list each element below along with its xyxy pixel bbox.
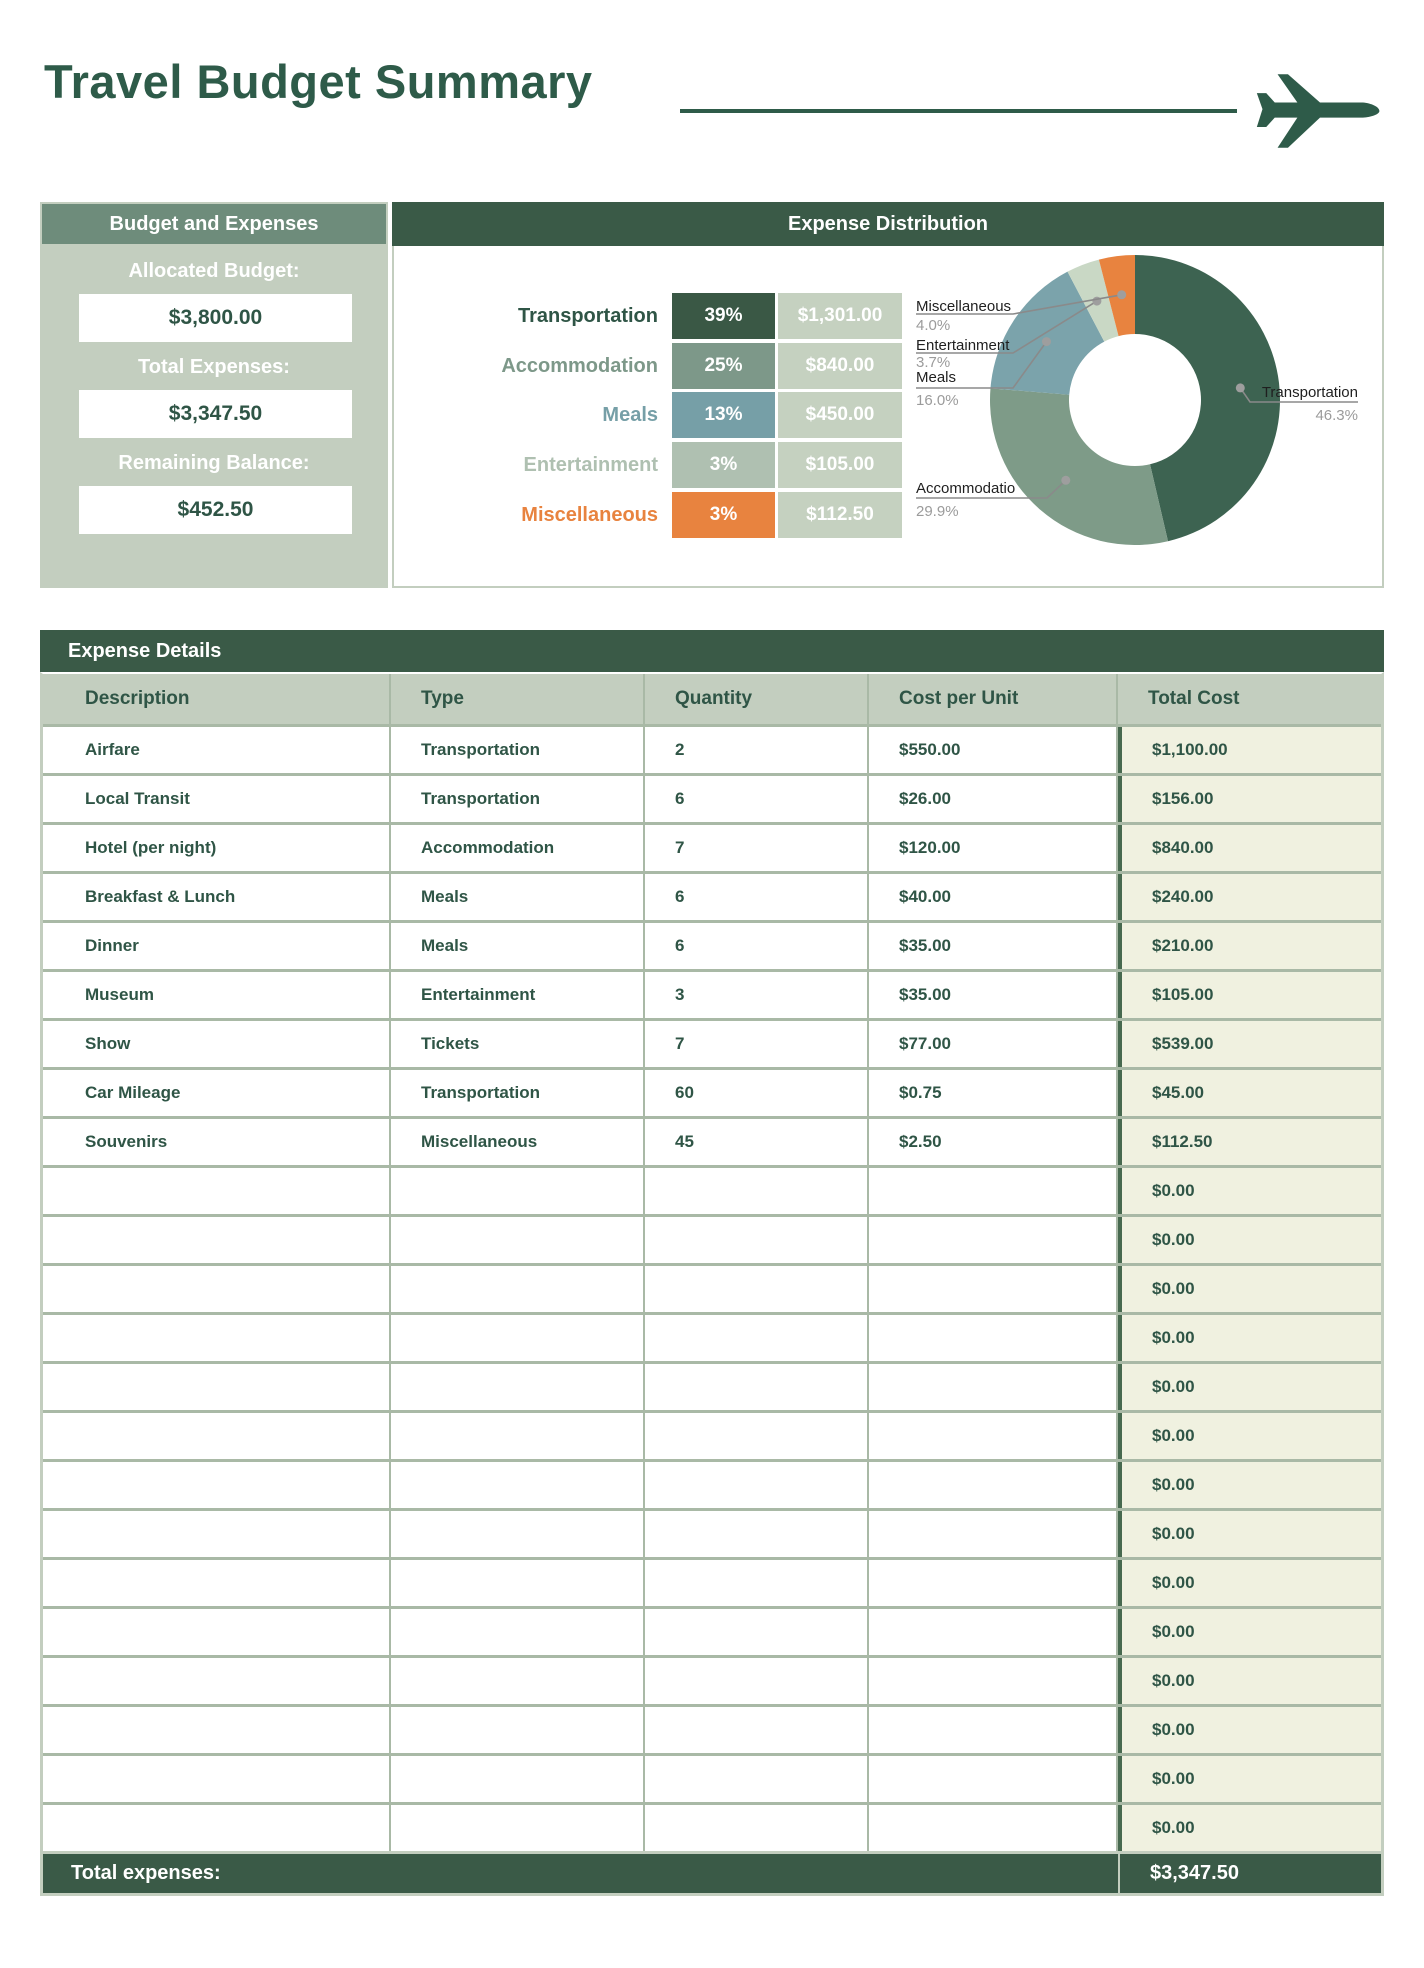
distribution-percent-chip: 25% <box>672 343 775 389</box>
empty-cell-total-cost[interactable]: $0.00 <box>1118 1413 1381 1459</box>
empty-cell-total-cost[interactable]: $0.00 <box>1118 1756 1381 1802</box>
cell-quantity[interactable]: 7 <box>645 825 867 871</box>
distribution-percent-chip: 3% <box>672 492 775 538</box>
empty-cell-quantity[interactable] <box>645 1511 867 1557</box>
cell-cost-per-unit[interactable]: $550.00 <box>869 727 1116 773</box>
empty-cell-total-cost[interactable]: $0.00 <box>1118 1511 1381 1557</box>
cell-cost-per-unit[interactable]: $35.00 <box>869 972 1116 1018</box>
empty-cell-total-cost[interactable]: $0.00 <box>1118 1217 1381 1263</box>
distribution-amount-cell: $840.00 <box>778 343 902 389</box>
empty-cell-type[interactable] <box>391 1266 643 1312</box>
cell-total-cost[interactable]: $45.00 <box>1118 1070 1381 1116</box>
empty-cell-description[interactable] <box>43 1462 389 1508</box>
distribution-category-label: Meals <box>602 404 658 426</box>
empty-cell-type[interactable] <box>391 1805 643 1851</box>
empty-cell-type[interactable] <box>391 1217 643 1263</box>
empty-cell-type[interactable] <box>391 1462 643 1508</box>
distribution-percent-chip: 13% <box>672 392 775 438</box>
budget-field-label: Remaining Balance: <box>118 452 310 474</box>
cell-cost-per-unit[interactable]: $26.00 <box>869 776 1116 822</box>
pie-label-name: Transportation <box>1261 384 1358 401</box>
empty-cell-cost-per-unit[interactable] <box>869 1805 1116 1851</box>
pie-label-percent: 29.9% <box>916 503 959 520</box>
cell-cost-per-unit[interactable]: $2.50 <box>869 1119 1116 1165</box>
budget-field-label: Total Expenses: <box>138 356 290 378</box>
table-footer <box>40 1854 1384 1896</box>
empty-cell-cost-per-unit[interactable] <box>869 1413 1116 1459</box>
cell-total-cost[interactable]: $240.00 <box>1118 874 1381 920</box>
distribution-category-label: Entertainment <box>523 454 658 476</box>
empty-cell-quantity[interactable] <box>645 1658 867 1704</box>
pie-label-percent: 16.0% <box>916 392 959 409</box>
cell-type[interactable]: Transportation <box>391 776 643 822</box>
distribution-percent-chip: 39% <box>672 293 775 339</box>
cell-type[interactable]: Tickets <box>391 1021 643 1067</box>
distribution-amount-cell: $1,301.00 <box>778 293 902 339</box>
cell-description[interactable]: Breakfast & Lunch <box>43 874 389 920</box>
cell-total-cost[interactable]: $539.00 <box>1118 1021 1381 1067</box>
empty-cell-quantity[interactable] <box>645 1315 867 1361</box>
pie-label-percent: 3.7% <box>916 354 951 371</box>
cell-cost-per-unit[interactable]: $40.00 <box>869 874 1116 920</box>
expense-details-title: Expense Details <box>40 630 1384 672</box>
cell-description[interactable]: Hotel (per night) <box>43 825 389 871</box>
budget-field-label: Allocated Budget: <box>128 260 300 282</box>
empty-cell-cost-per-unit[interactable] <box>869 1364 1116 1410</box>
pie-leader-dot <box>1061 476 1070 485</box>
cell-total-cost[interactable]: $840.00 <box>1118 825 1381 871</box>
empty-cell-cost-per-unit[interactable] <box>869 1217 1116 1263</box>
distribution-category-label: Accommodation <box>501 355 658 377</box>
empty-cell-type[interactable] <box>391 1364 643 1410</box>
empty-cell-description[interactable] <box>43 1805 389 1851</box>
distribution-amount-cell: $450.00 <box>778 392 902 438</box>
empty-cell-type[interactable] <box>391 1315 643 1361</box>
empty-cell-type[interactable] <box>391 1511 643 1557</box>
empty-cell-type[interactable] <box>391 1658 643 1704</box>
empty-cell-description[interactable] <box>43 1560 389 1606</box>
empty-cell-description[interactable] <box>43 1609 389 1655</box>
distribution-percent-chip: 3% <box>672 442 775 488</box>
empty-cell-quantity[interactable] <box>645 1609 867 1655</box>
pie-leader-dot <box>1042 337 1051 346</box>
empty-cell-cost-per-unit[interactable] <box>869 1707 1116 1753</box>
empty-cell-quantity[interactable] <box>645 1217 867 1263</box>
empty-cell-quantity[interactable] <box>645 1756 867 1802</box>
empty-cell-type[interactable] <box>391 1413 643 1459</box>
cell-quantity[interactable]: 60 <box>645 1070 867 1116</box>
pie-label-percent: 46.3% <box>1315 407 1358 424</box>
empty-cell-description[interactable] <box>43 1511 389 1557</box>
cell-description[interactable]: Airfare <box>43 727 389 773</box>
empty-cell-description[interactable] <box>43 1413 389 1459</box>
empty-cell-cost-per-unit[interactable] <box>869 1462 1116 1508</box>
cell-quantity[interactable]: 6 <box>645 923 867 969</box>
empty-cell-type[interactable] <box>391 1168 643 1214</box>
empty-cell-description[interactable] <box>43 1217 389 1263</box>
empty-cell-quantity[interactable] <box>645 1413 867 1459</box>
empty-cell-description[interactable] <box>43 1756 389 1802</box>
empty-cell-total-cost[interactable]: $0.00 <box>1118 1609 1381 1655</box>
cell-type[interactable]: Transportation <box>391 727 643 773</box>
empty-cell-total-cost[interactable]: $0.00 <box>1118 1707 1381 1753</box>
column-header-quantity: Quantity <box>645 674 867 724</box>
column-header-total-cost: Total Cost <box>1118 674 1381 724</box>
cell-quantity[interactable]: 6 <box>645 874 867 920</box>
empty-cell-type[interactable] <box>391 1756 643 1802</box>
airplane-icon <box>1254 68 1386 154</box>
empty-cell-cost-per-unit[interactable] <box>869 1756 1116 1802</box>
empty-cell-total-cost[interactable]: $0.00 <box>1118 1560 1381 1606</box>
cell-type[interactable]: Accommodation <box>391 825 643 871</box>
empty-cell-cost-per-unit[interactable] <box>869 1658 1116 1704</box>
cell-quantity[interactable]: 6 <box>645 776 867 822</box>
expense-distribution-header: Expense Distribution <box>392 202 1384 246</box>
cell-total-cost[interactable]: $156.00 <box>1118 776 1381 822</box>
column-header-cost-per-unit: Cost per Unit <box>869 674 1116 724</box>
pie-label-name: Entertainment <box>916 337 1010 354</box>
column-header-type: Type <box>391 674 643 724</box>
distribution-category-label: Miscellaneous <box>521 504 658 526</box>
cell-cost-per-unit[interactable]: $120.00 <box>869 825 1116 871</box>
budget-expenses-header: Budget and Expenses <box>40 202 388 246</box>
cell-description[interactable]: Dinner <box>43 923 389 969</box>
cell-quantity[interactable]: 7 <box>645 1021 867 1067</box>
empty-cell-total-cost[interactable]: $0.00 <box>1118 1658 1381 1704</box>
empty-cell-total-cost[interactable]: $0.00 <box>1118 1364 1381 1410</box>
cell-type[interactable]: Meals <box>391 874 643 920</box>
pie-leader-dot <box>1117 290 1126 299</box>
empty-cell-total-cost[interactable]: $0.00 <box>1118 1315 1381 1361</box>
pie-label-name: Meals <box>916 369 957 386</box>
empty-cell-description[interactable] <box>43 1658 389 1704</box>
empty-cell-cost-per-unit[interactable] <box>869 1168 1116 1214</box>
empty-cell-cost-per-unit[interactable] <box>869 1609 1116 1655</box>
empty-cell-type[interactable] <box>391 1707 643 1753</box>
cell-description[interactable]: Local Transit <box>43 776 389 822</box>
cell-quantity[interactable]: 3 <box>645 972 867 1018</box>
cell-quantity[interactable]: 45 <box>645 1119 867 1165</box>
column-header-description: Description <box>43 674 389 724</box>
empty-cell-total-cost[interactable]: $0.00 <box>1118 1462 1381 1508</box>
empty-cell-quantity[interactable] <box>645 1168 867 1214</box>
empty-cell-type[interactable] <box>391 1560 643 1606</box>
empty-cell-description[interactable] <box>43 1315 389 1361</box>
empty-cell-description[interactable] <box>43 1168 389 1214</box>
empty-cell-description[interactable] <box>43 1707 389 1753</box>
pie-leader-dot <box>1236 383 1245 392</box>
empty-cell-cost-per-unit[interactable] <box>869 1315 1116 1361</box>
pie-label-name: Miscellaneous <box>916 298 1012 315</box>
empty-cell-quantity[interactable] <box>645 1805 867 1851</box>
cell-description[interactable]: Car Mileage <box>43 1070 389 1116</box>
total-expenses-label: Total expenses: <box>71 1862 221 1884</box>
budget-field-value[interactable]: $3,800.00 <box>79 294 352 342</box>
total-expenses-value[interactable]: $3,347.50 <box>1118 1854 1381 1893</box>
empty-cell-quantity[interactable] <box>645 1266 867 1312</box>
distribution-amount-cell: $112.50 <box>778 492 902 538</box>
title-decorative-line <box>680 109 1237 113</box>
cell-description[interactable]: Souvenirs <box>43 1119 389 1165</box>
cell-type[interactable]: Entertainment <box>391 972 643 1018</box>
empty-cell-quantity[interactable] <box>645 1560 867 1606</box>
cell-cost-per-unit[interactable]: $0.75 <box>869 1070 1116 1116</box>
empty-cell-quantity[interactable] <box>645 1462 867 1508</box>
expense-details-table <box>40 630 1384 1896</box>
pie-label-name: Accommodatio <box>916 480 1016 497</box>
page-title: Travel Budget Summary <box>44 55 593 108</box>
cell-type[interactable]: Miscellaneous <box>391 1119 643 1165</box>
expense-donut-chart <box>392 248 1384 588</box>
empty-cell-total-cost[interactable]: $0.00 <box>1118 1805 1381 1851</box>
cell-total-cost[interactable]: $112.50 <box>1118 1119 1381 1165</box>
empty-cell-type[interactable] <box>391 1609 643 1655</box>
cell-cost-per-unit[interactable]: $77.00 <box>869 1021 1116 1067</box>
cell-cost-per-unit[interactable]: $35.00 <box>869 923 1116 969</box>
pie-label-percent: 4.0% <box>916 317 951 334</box>
empty-cell-cost-per-unit[interactable] <box>869 1266 1116 1312</box>
cell-type[interactable]: Meals <box>391 923 643 969</box>
cell-total-cost[interactable]: $210.00 <box>1118 923 1381 969</box>
cell-quantity[interactable]: 2 <box>645 727 867 773</box>
budget-field-value[interactable]: $3,347.50 <box>79 390 352 438</box>
empty-cell-description[interactable] <box>43 1364 389 1410</box>
cell-total-cost[interactable]: $1,100.00 <box>1118 727 1381 773</box>
pie-slice-accommodatio <box>990 388 1168 545</box>
empty-cell-total-cost[interactable]: $0.00 <box>1118 1168 1381 1214</box>
empty-cell-description[interactable] <box>43 1266 389 1312</box>
cell-type[interactable]: Transportation <box>391 1070 643 1116</box>
distribution-category-label: Transportation <box>517 305 658 327</box>
budget-field-value[interactable]: $452.50 <box>79 486 352 534</box>
cell-description[interactable]: Museum <box>43 972 389 1018</box>
empty-cell-quantity[interactable] <box>645 1364 867 1410</box>
cell-description[interactable]: Show <box>43 1021 389 1067</box>
distribution-amount-cell: $105.00 <box>778 442 902 488</box>
empty-cell-quantity[interactable] <box>645 1707 867 1753</box>
empty-cell-cost-per-unit[interactable] <box>869 1511 1116 1557</box>
expense-details-grid <box>40 672 1384 1854</box>
empty-cell-cost-per-unit[interactable] <box>869 1560 1116 1606</box>
empty-cell-total-cost[interactable]: $0.00 <box>1118 1266 1381 1312</box>
cell-total-cost[interactable]: $105.00 <box>1118 972 1381 1018</box>
